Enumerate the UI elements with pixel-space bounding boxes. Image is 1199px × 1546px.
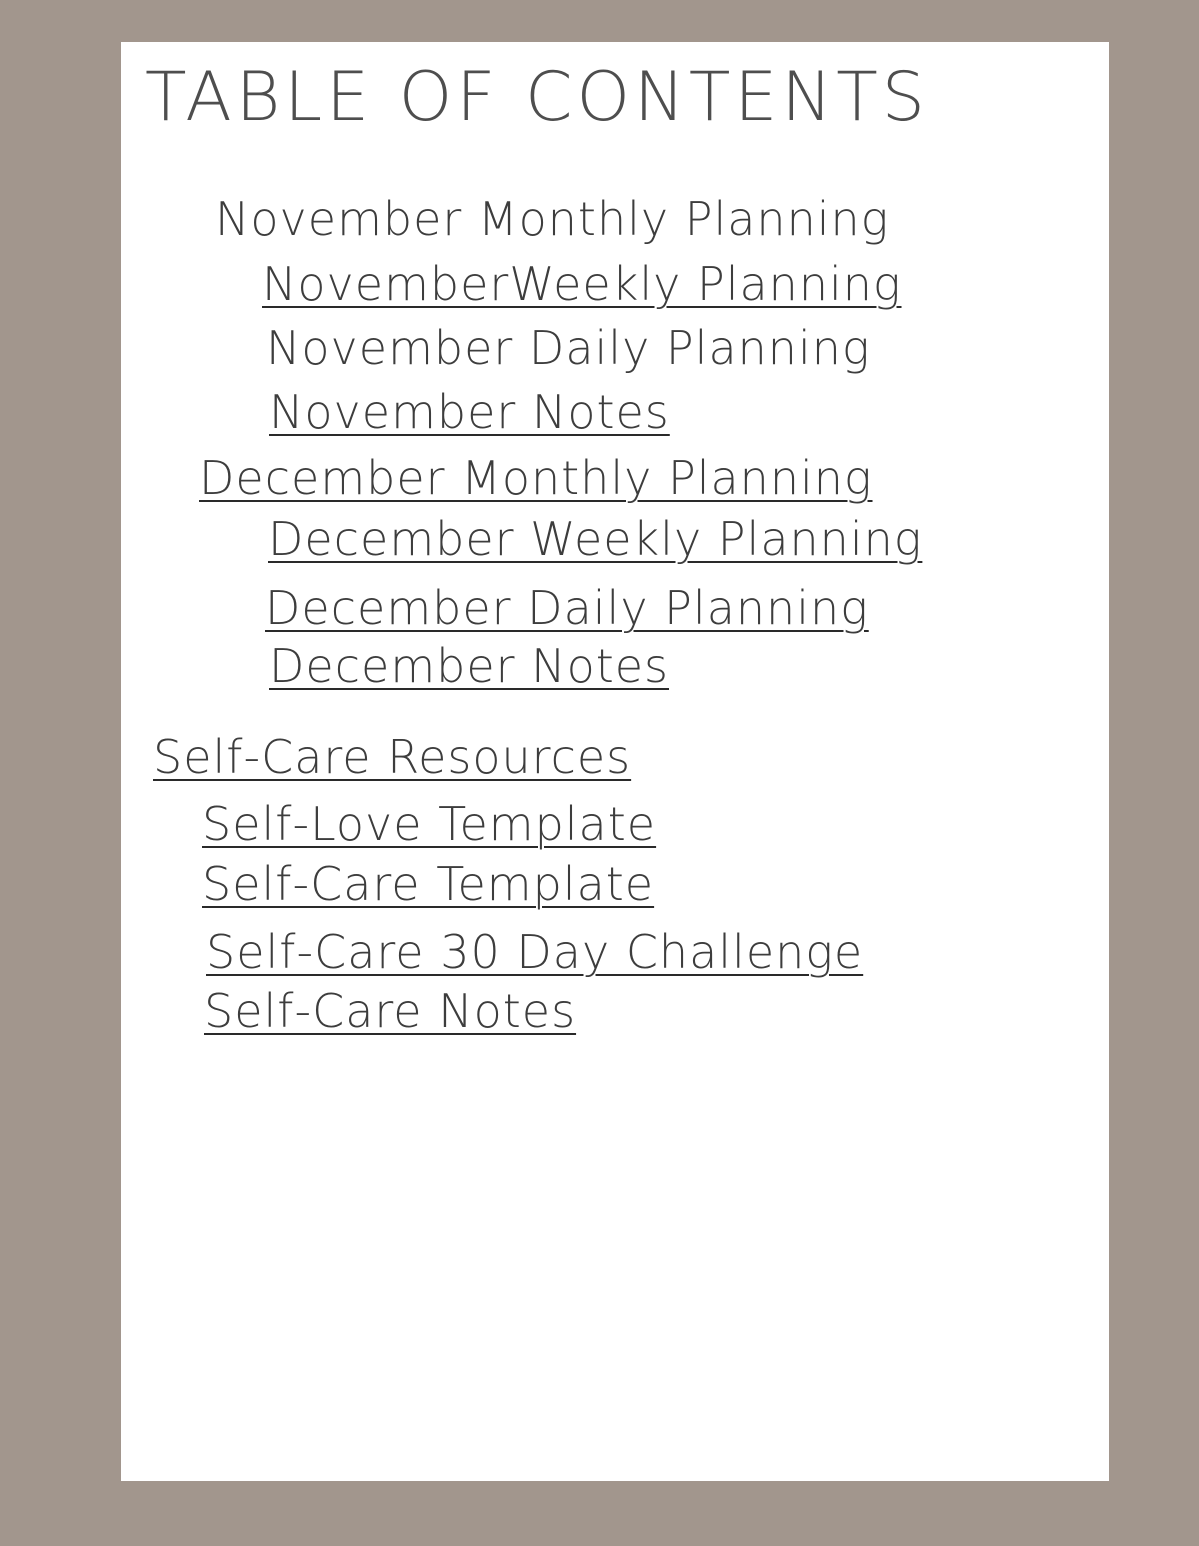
toc-link-december-daily-planning[interactable]: December Daily Planning [265,581,869,635]
toc-link-self-care-notes[interactable]: Self-Care Notes [204,984,577,1038]
toc-link-self-care-30-day-challenge[interactable]: Self-Care 30 Day Challenge [206,925,864,979]
toc-november-monthly-planning: November Monthly Planning [215,192,890,246]
toc-link-december-notes[interactable]: December Notes [269,639,670,693]
toc-november-daily-planning: November Daily Planning [266,321,871,375]
page-title: TABLE OF CONTENTS [145,58,929,137]
toc-link-november-weekly-planning[interactable]: NovemberWeekly Planning [262,257,902,311]
toc-link-november-notes[interactable]: November Notes [269,385,670,439]
toc-link-self-care-template[interactable]: Self-Care Template [202,857,655,911]
toc-link-self-care-resources[interactable]: Self-Care Resources [153,730,632,784]
toc-link-december-weekly-planning[interactable]: December Weekly Planning [268,512,923,566]
document-page [121,42,1109,1481]
toc-link-december-monthly-planning[interactable]: December Monthly Planning [199,451,873,505]
toc-link-self-love-template[interactable]: Self-Love Template [202,797,657,851]
